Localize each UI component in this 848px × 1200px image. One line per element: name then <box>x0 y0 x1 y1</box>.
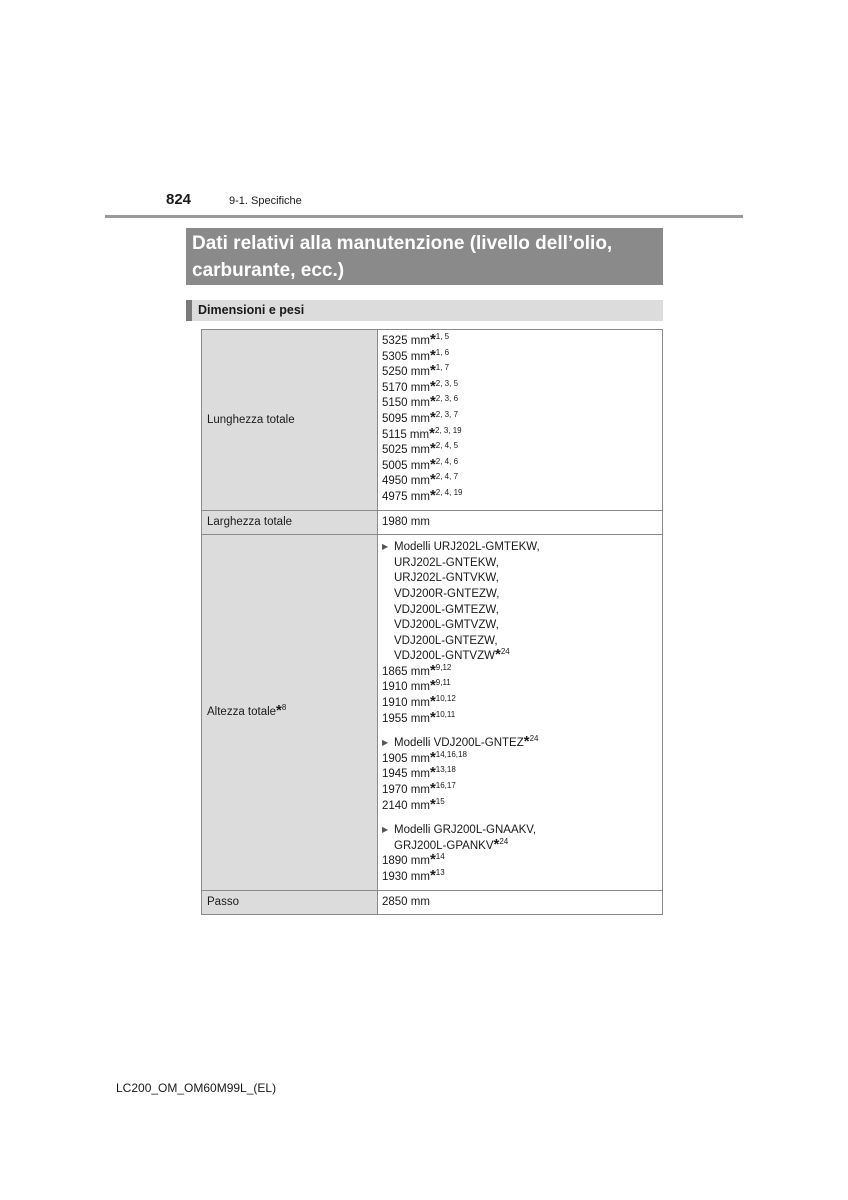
value-line <box>382 867 658 886</box>
value-line <box>382 424 658 444</box>
value-line <box>382 795 658 815</box>
footnote-asterisk: * <box>429 661 436 679</box>
model-text: VDJ200R-GNTEZW, <box>394 587 500 600</box>
value-line <box>382 748 658 768</box>
model-line <box>382 618 658 634</box>
footnote-ref: 24 <box>500 647 510 657</box>
footer-code: LC200_OM_OM60M99L_(EL) <box>116 1081 277 1095</box>
footnote-ref: 1, 6 <box>435 347 450 357</box>
footnote-asterisk: * <box>429 693 436 711</box>
value-text: 4950 mm <box>382 475 430 488</box>
value-line <box>382 515 658 531</box>
table-row <box>202 890 663 915</box>
footnote-ref: 2, 3, 5 <box>435 378 459 388</box>
footnote-asterisk: * <box>429 362 436 380</box>
model-text: Modelli GRJ200L-GNAAKV, <box>394 824 537 837</box>
value-line <box>382 851 658 870</box>
model-text: VDJ200L-GNTEZW, <box>394 634 498 647</box>
footnote-ref: 10,12 <box>435 694 456 704</box>
value-line <box>382 708 658 728</box>
footnote-ref: 13 <box>435 868 445 877</box>
model-text: VDJ200L-GMTVZW, <box>394 619 499 632</box>
model-text: URJ202L-GNTVKW, <box>394 572 499 585</box>
footnote-asterisk: * <box>429 455 436 473</box>
row-label-text: Passo <box>207 896 239 909</box>
value-text: 1945 mm <box>382 768 430 781</box>
footnote-ref: 2, 4, 7 <box>435 472 459 482</box>
row-label <box>202 890 378 915</box>
value-line <box>382 486 658 506</box>
value-text: 1910 mm <box>382 681 430 694</box>
specs-table <box>201 329 663 915</box>
value-line <box>382 764 658 783</box>
model-line <box>382 835 658 855</box>
footnote-ref: 8 <box>281 703 287 713</box>
row-value <box>378 535 663 890</box>
footnote-ref: 2, 4, 19 <box>435 487 463 497</box>
footnote-asterisk: * <box>429 867 436 884</box>
footnote-asterisk: * <box>429 408 436 426</box>
page-title <box>186 228 663 285</box>
value-text: 1930 mm <box>382 871 430 883</box>
value-line <box>382 346 658 366</box>
footnote-ref: 2, 3, 7 <box>435 409 459 419</box>
footnote-asterisk: * <box>429 708 436 726</box>
value-text: 5305 mm <box>382 350 430 363</box>
footnote-asterisk: * <box>429 346 436 364</box>
value-line <box>382 895 658 911</box>
value-text: 1905 mm <box>382 752 430 765</box>
row-label <box>202 510 378 535</box>
footnote-asterisk: * <box>429 677 436 695</box>
model-line <box>382 587 658 603</box>
footnote-ref: 1, 7 <box>435 363 450 373</box>
value-text: 5150 mm <box>382 397 430 410</box>
footnote-ref: 16,17 <box>435 781 456 791</box>
footnote-ref: 2, 4, 6 <box>435 456 459 466</box>
value-text: 5115 mm <box>382 428 430 441</box>
value-line <box>382 393 658 412</box>
footnote-asterisk: * <box>429 393 436 411</box>
footnote-asterisk: * <box>276 702 282 720</box>
model-text: Modelli URJ202L-GMTEKW, <box>394 541 540 554</box>
title-line: carburante, ecc.) <box>192 260 345 281</box>
value-line <box>382 362 658 381</box>
section-label: 9-1. Specifiche <box>229 195 302 207</box>
value-text: 1980 mm <box>382 515 430 528</box>
value-text: 4975 mm <box>382 490 430 503</box>
value-text: 5250 mm <box>382 366 430 379</box>
model-line <box>382 603 658 619</box>
footnote-asterisk: * <box>493 835 500 853</box>
value-text: 5025 mm <box>382 444 430 457</box>
value-line <box>382 693 658 712</box>
value-text: 5325 mm <box>382 335 430 347</box>
model-line <box>382 735 658 752</box>
footnote-ref: 13,18 <box>435 765 456 775</box>
footnote-asterisk: * <box>494 646 501 664</box>
header-rule <box>105 215 743 218</box>
model-text: Modelli VDJ200L-GNTEZ <box>394 737 524 750</box>
footnote-asterisk: * <box>429 424 435 442</box>
model-line <box>382 822 658 839</box>
row-label-text: Altezza totale <box>207 706 277 719</box>
value-line <box>382 780 658 799</box>
footnote-asterisk: * <box>429 377 436 395</box>
value-text: 5170 mm <box>382 381 430 394</box>
footnote-asterisk: * <box>429 851 436 869</box>
triangle-bullet-icon: ▶ <box>382 825 389 835</box>
value-text: 2140 mm <box>382 799 430 812</box>
footnote-ref: 14 <box>435 852 445 862</box>
footnote-ref: 2, 4, 5 <box>435 441 459 451</box>
footnote-asterisk: * <box>429 486 436 504</box>
triangle-bullet-icon: ▶ <box>382 542 389 552</box>
model-line <box>382 634 658 650</box>
value-text: 5005 mm <box>382 459 430 472</box>
row-label-text: Larghezza totale <box>207 516 293 529</box>
model-text: VDJ200L-GMTEZW, <box>394 603 499 616</box>
footnote-asterisk: * <box>429 780 436 798</box>
value-text: 1890 mm <box>382 855 430 868</box>
value-line <box>382 440 658 459</box>
value-text: 5095 mm <box>382 412 430 425</box>
model-text: GRJ200L-GPANKV <box>394 839 494 852</box>
value-line <box>382 677 658 696</box>
row-label-text: Lunghezza totale <box>207 413 295 426</box>
page-number: 824 <box>166 191 192 208</box>
row-value <box>378 330 663 511</box>
footnote-asterisk: * <box>429 748 436 766</box>
footnote-asterisk: * <box>429 331 436 348</box>
triangle-bullet-icon: ▶ <box>382 738 389 748</box>
row-label <box>202 535 378 890</box>
row-label <box>202 330 378 511</box>
value-text: 1970 mm <box>382 784 430 797</box>
group-spacer <box>382 727 658 735</box>
value-text: 1955 mm <box>382 712 430 725</box>
footnote-ref: 24 <box>529 734 539 744</box>
model-line <box>382 646 658 665</box>
footnote-ref: 10,11 <box>435 709 456 719</box>
footnote-ref: 24 <box>499 836 509 846</box>
footnote-asterisk: * <box>429 471 436 489</box>
value-line <box>382 408 658 428</box>
value-text: 1910 mm <box>382 697 430 710</box>
footnote-asterisk: * <box>429 764 436 782</box>
model-line <box>382 539 658 556</box>
model-text: VDJ200L-GNTVZW <box>394 650 495 663</box>
row-value <box>378 890 663 915</box>
table-row <box>202 535 663 890</box>
footnote-ref: 2, 3, 6 <box>435 394 459 404</box>
value-line <box>382 331 658 350</box>
row-value <box>378 510 663 535</box>
footnote-ref: 9,11 <box>435 678 451 688</box>
footnote-ref: 9,12 <box>435 662 452 672</box>
table-row <box>202 330 663 511</box>
footnote-asterisk: * <box>429 795 436 813</box>
footnote-asterisk: * <box>523 733 530 751</box>
model-line <box>382 556 658 572</box>
footnote-ref: 14,16,18 <box>435 749 467 759</box>
value-text: 2850 mm <box>382 895 430 908</box>
value-line <box>382 471 658 490</box>
value-line <box>382 661 658 681</box>
value-line <box>382 377 658 397</box>
table-row <box>202 510 663 535</box>
value-text: 1865 mm <box>382 665 430 678</box>
title-line: Dati relativi alla manutenzione (livello dell’olio, <box>192 233 613 254</box>
footnote-ref: 1, 5 <box>435 332 450 341</box>
model-text: URJ202L-GNTEKW, <box>394 556 499 569</box>
footnote-asterisk: * <box>429 440 436 458</box>
group-spacer <box>382 814 658 822</box>
footnote-ref: 2, 3, 19 <box>434 425 462 435</box>
model-line <box>382 571 658 587</box>
subsection-heading: Dimensioni e pesi <box>186 300 663 321</box>
footnote-ref: 15 <box>435 796 445 806</box>
value-line <box>382 455 658 475</box>
